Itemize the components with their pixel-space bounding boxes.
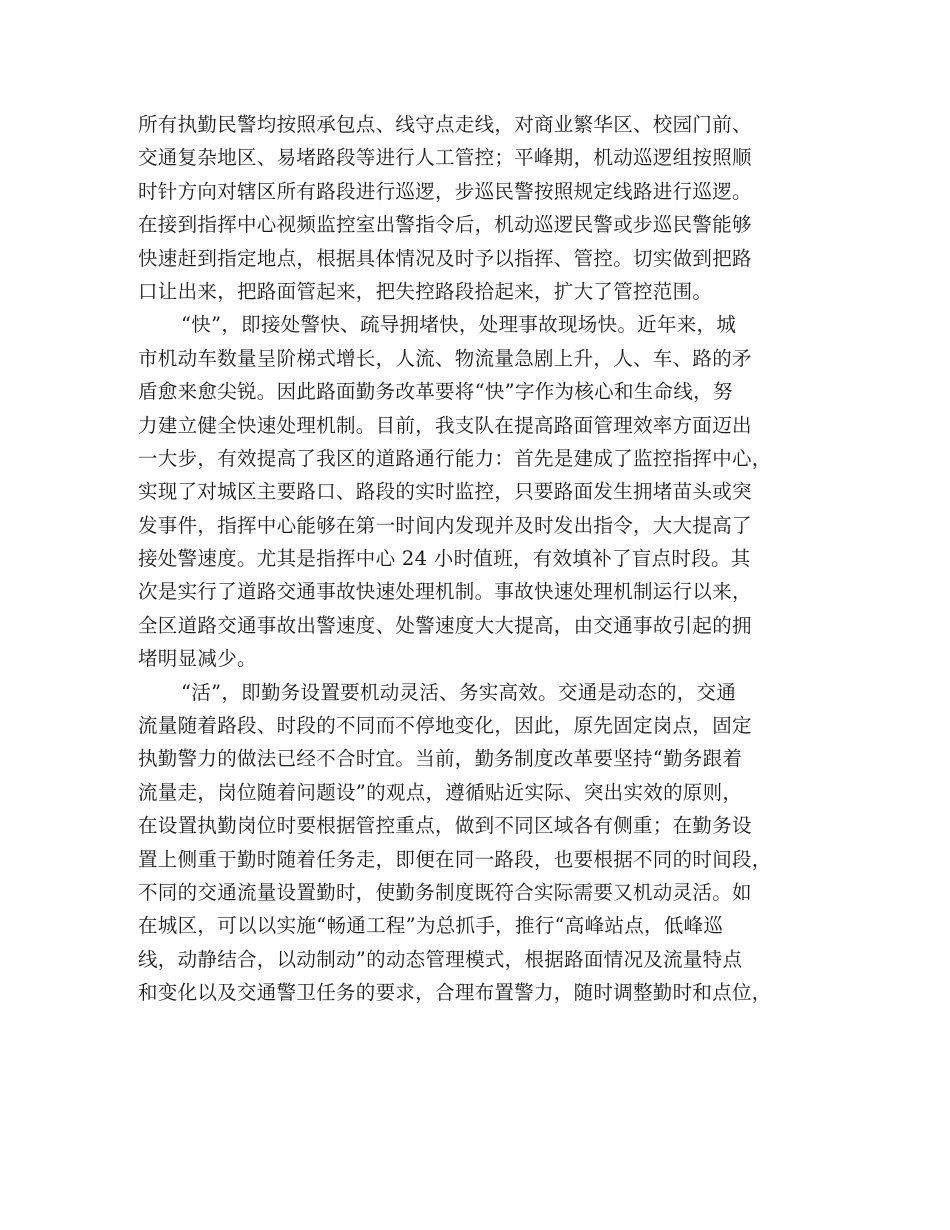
text-line: 堵明显减少。	[138, 647, 257, 671]
text-line: 盾愈来愈尖锐。因此路面勤务改革要将“快”字作为核心和生命线，努	[138, 380, 733, 404]
text-line: 线，动静结合，以动制动”的动态管理模式，根据路面情况及流量特点	[138, 947, 743, 971]
text-line: 所有执勤民警均按照承包点、线守点走线，对商业繁华区、校园门前、	[138, 113, 752, 136]
text-line: 不同的交通流量设置勤时，使勤务制度既符合实际需要又机动灵活。如	[138, 880, 752, 904]
text-line: 实现了对城区主要路口、路段的实时监控，只要路面发生拥堵苗头或突	[138, 480, 752, 504]
text-line: 执勤警力的做法已经不合时宜。当前，勤务制度改革要坚持“勤务跟着	[138, 747, 743, 771]
text-line: 快速赶到指定地点，根据具体情况及时予以指挥、管控。切实做到把路	[138, 246, 752, 270]
text-line: 在城区，可以以实施“畅通工程”为总抓手，推行“高峰站点，低峰巡	[138, 914, 724, 938]
paragraph-first-line: “快”，即接处警快、疏导拥堵快，处理事故现场快。近年来，城	[181, 313, 737, 337]
text-line: 在接到指挥中心视频监控室出警指令后，机动巡逻民警或步巡民警能够	[138, 213, 752, 237]
text-line: 时针方向对辖区所有路段进行巡逻，步巡民警按照规定线路进行巡逻。	[138, 179, 752, 203]
text-line: 和变化以及交通警卫任务的要求，合理布置警力，随时调整勤时和点位，	[138, 981, 772, 1005]
text-line: 在设置执勤岗位时要根据管控重点，做到不同区域各有侧重；在勤务设	[138, 814, 752, 838]
paragraph-first-line: “活”，即勤务设置要机动灵活、务实高效。交通是动态的，交通	[181, 680, 737, 704]
text-line: 发事件，指挥中心能够在第一时间内发现并及时发出指令，大大提高了	[138, 513, 752, 537]
text-line: 交通复杂地区、易堵路段等进行人工管控；平峰期，机动巡逻组按照顺	[138, 146, 752, 170]
text-line: 流量走，岗位随着问题设”的观点，遵循贴近实际、突出实效的原则，	[138, 780, 743, 804]
text-line: 次是实行了道路交通事故快速处理机制。事故快速处理机制运行以来，	[138, 580, 752, 604]
text-line: 置上侧重于勤时随着任务走，即便在同一路段，也要根据不同的时间段，	[138, 847, 772, 871]
document-body	[138, 108, 838, 1010]
text-line: 市机动车数量呈阶梯式增长，人流、物流量急剧上升，人、车、路的矛	[138, 346, 752, 370]
text-line: 接处警速度。尤其是指挥中心 24 小时值班，有效填补了盲点时段。其	[138, 547, 751, 571]
text-line: 口让出来，把路面管起来，把失控路段拾起来，扩大了管控范围。	[138, 279, 713, 303]
text-line: 力建立健全快速处理机制。目前，我支队在提高路面管理效率方面迈出	[138, 413, 752, 437]
text-line: 全区道路交通事故出警速度、处警速度大大提高，由交通事故引起的拥	[138, 613, 752, 637]
text-line: 流量随着路段、时段的不同而不停地变化，因此，原先固定岗点，固定	[138, 714, 752, 738]
text-line: 一大步，有效提高了我区的道路通行能力：首先是建成了监控指挥中心，	[138, 446, 772, 470]
